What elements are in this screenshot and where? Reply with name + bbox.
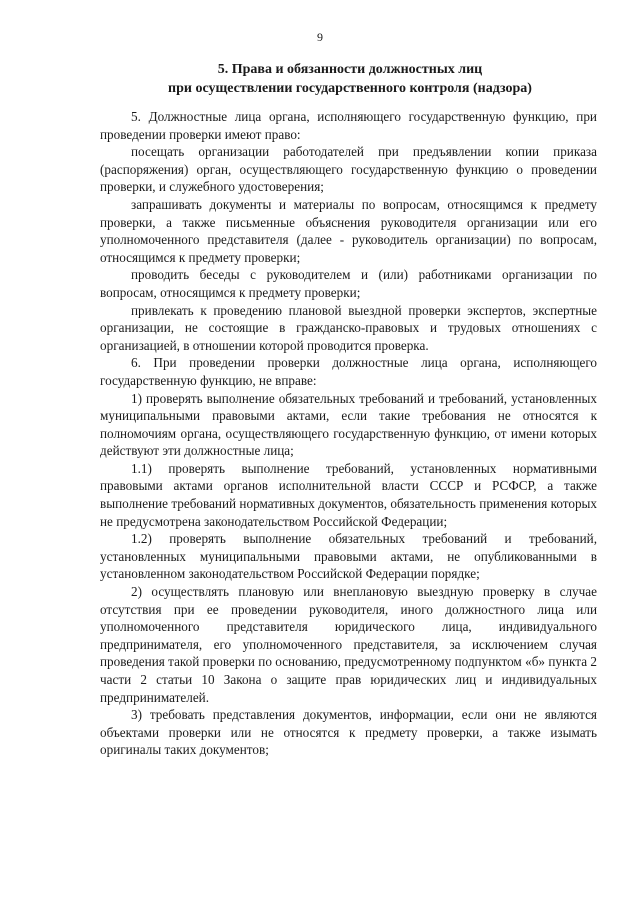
section-heading-line-1: 5. Права и обязанности должностных лиц — [217, 62, 483, 77]
page-number: 9 — [317, 30, 323, 44]
paragraph-6-item-1-1: 1.1) проверять выполнение требований, установленных нормативными правовыми актами органов исполнительной власти СССР и РСФСР, а также выполнение требований нормативных документов, обязательность применения которых не предусмотрена законодательством Российской Федерации; — [100, 460, 597, 529]
paragraph-right-experts: привлекать к проведению плановой выездной проверки экспертов, экспертные организации, не состоящие в гражданско-правовых и трудовых отношениях с организацией, в отношении которой проводится проверка. — [100, 302, 597, 353]
document-body — [100, 108, 597, 759]
section-heading-line-2: при осуществлении государственного контроля (надзора) — [168, 81, 532, 96]
paragraph-right-visit: посещать организации работодателей при предъявлении копии приказа (распоряжения) орган, осуществляющего государственную функцию о проведении проверки, и служебного удостоверения; — [100, 144, 597, 195]
paragraph-6-item-2: 2) осуществлять плановую или внеплановую выездную проверку в случае отсутствия при ее проведении руководителя, иного должностного лица или уполномоченного представителя юридического лица, индивидуального предпринимателя, его уполномоченного представителя, за исключением случая проведения такой проверки по основанию, предусмотренному подпунктом «б» пункта 2 части 2 статьи 10 Закона о защите прав юридических лиц и индивидуальных предпринимателей. — [100, 584, 597, 705]
paragraph-right-conversations: проводить беседы с руководителем и (или) работниками организации по вопросам, относящимся к предмету проверки; — [100, 267, 597, 300]
paragraph-right-request-documents: запрашивать документы и материалы по вопросам, относящимся к предмету проверки, а также письменные объяснения руководителя организации или его уполномоченного представителя (далее - руководитель организации) по вопросам, относящимся к предмету проверки; — [100, 196, 597, 265]
paragraph-6-item-3: 3) требовать представления документов, информации, если они не являются объектами проверки или не относятся к предмету проверки, а также изымать оригиналы таких документов; — [100, 707, 597, 758]
section-heading — [100, 60, 600, 98]
paragraph-6-item-1: 1) проверять выполнение обязательных требований и требований, установленных муниципальными правовыми актами, если такие требования не относятся к полномочиям органа, осуществляющего государственную функцию, от имени которых действуют эти должностные лица; — [100, 390, 597, 459]
paragraph-6-item-1-2: 1.2) проверять выполнение обязательных требований и требований, установленных муниципальными правовыми актами, не опубликованными в установленном законодательством Российской Федерации порядке; — [100, 531, 597, 582]
paragraph-6: 6. При проведении проверки должностные лица органа, исполняющего государственную функцию, не вправе: — [100, 355, 597, 388]
paragraph-5: 5. Должностные лица органа, исполняющего государственную функцию, при проведении проверки имеют право: — [100, 109, 597, 142]
